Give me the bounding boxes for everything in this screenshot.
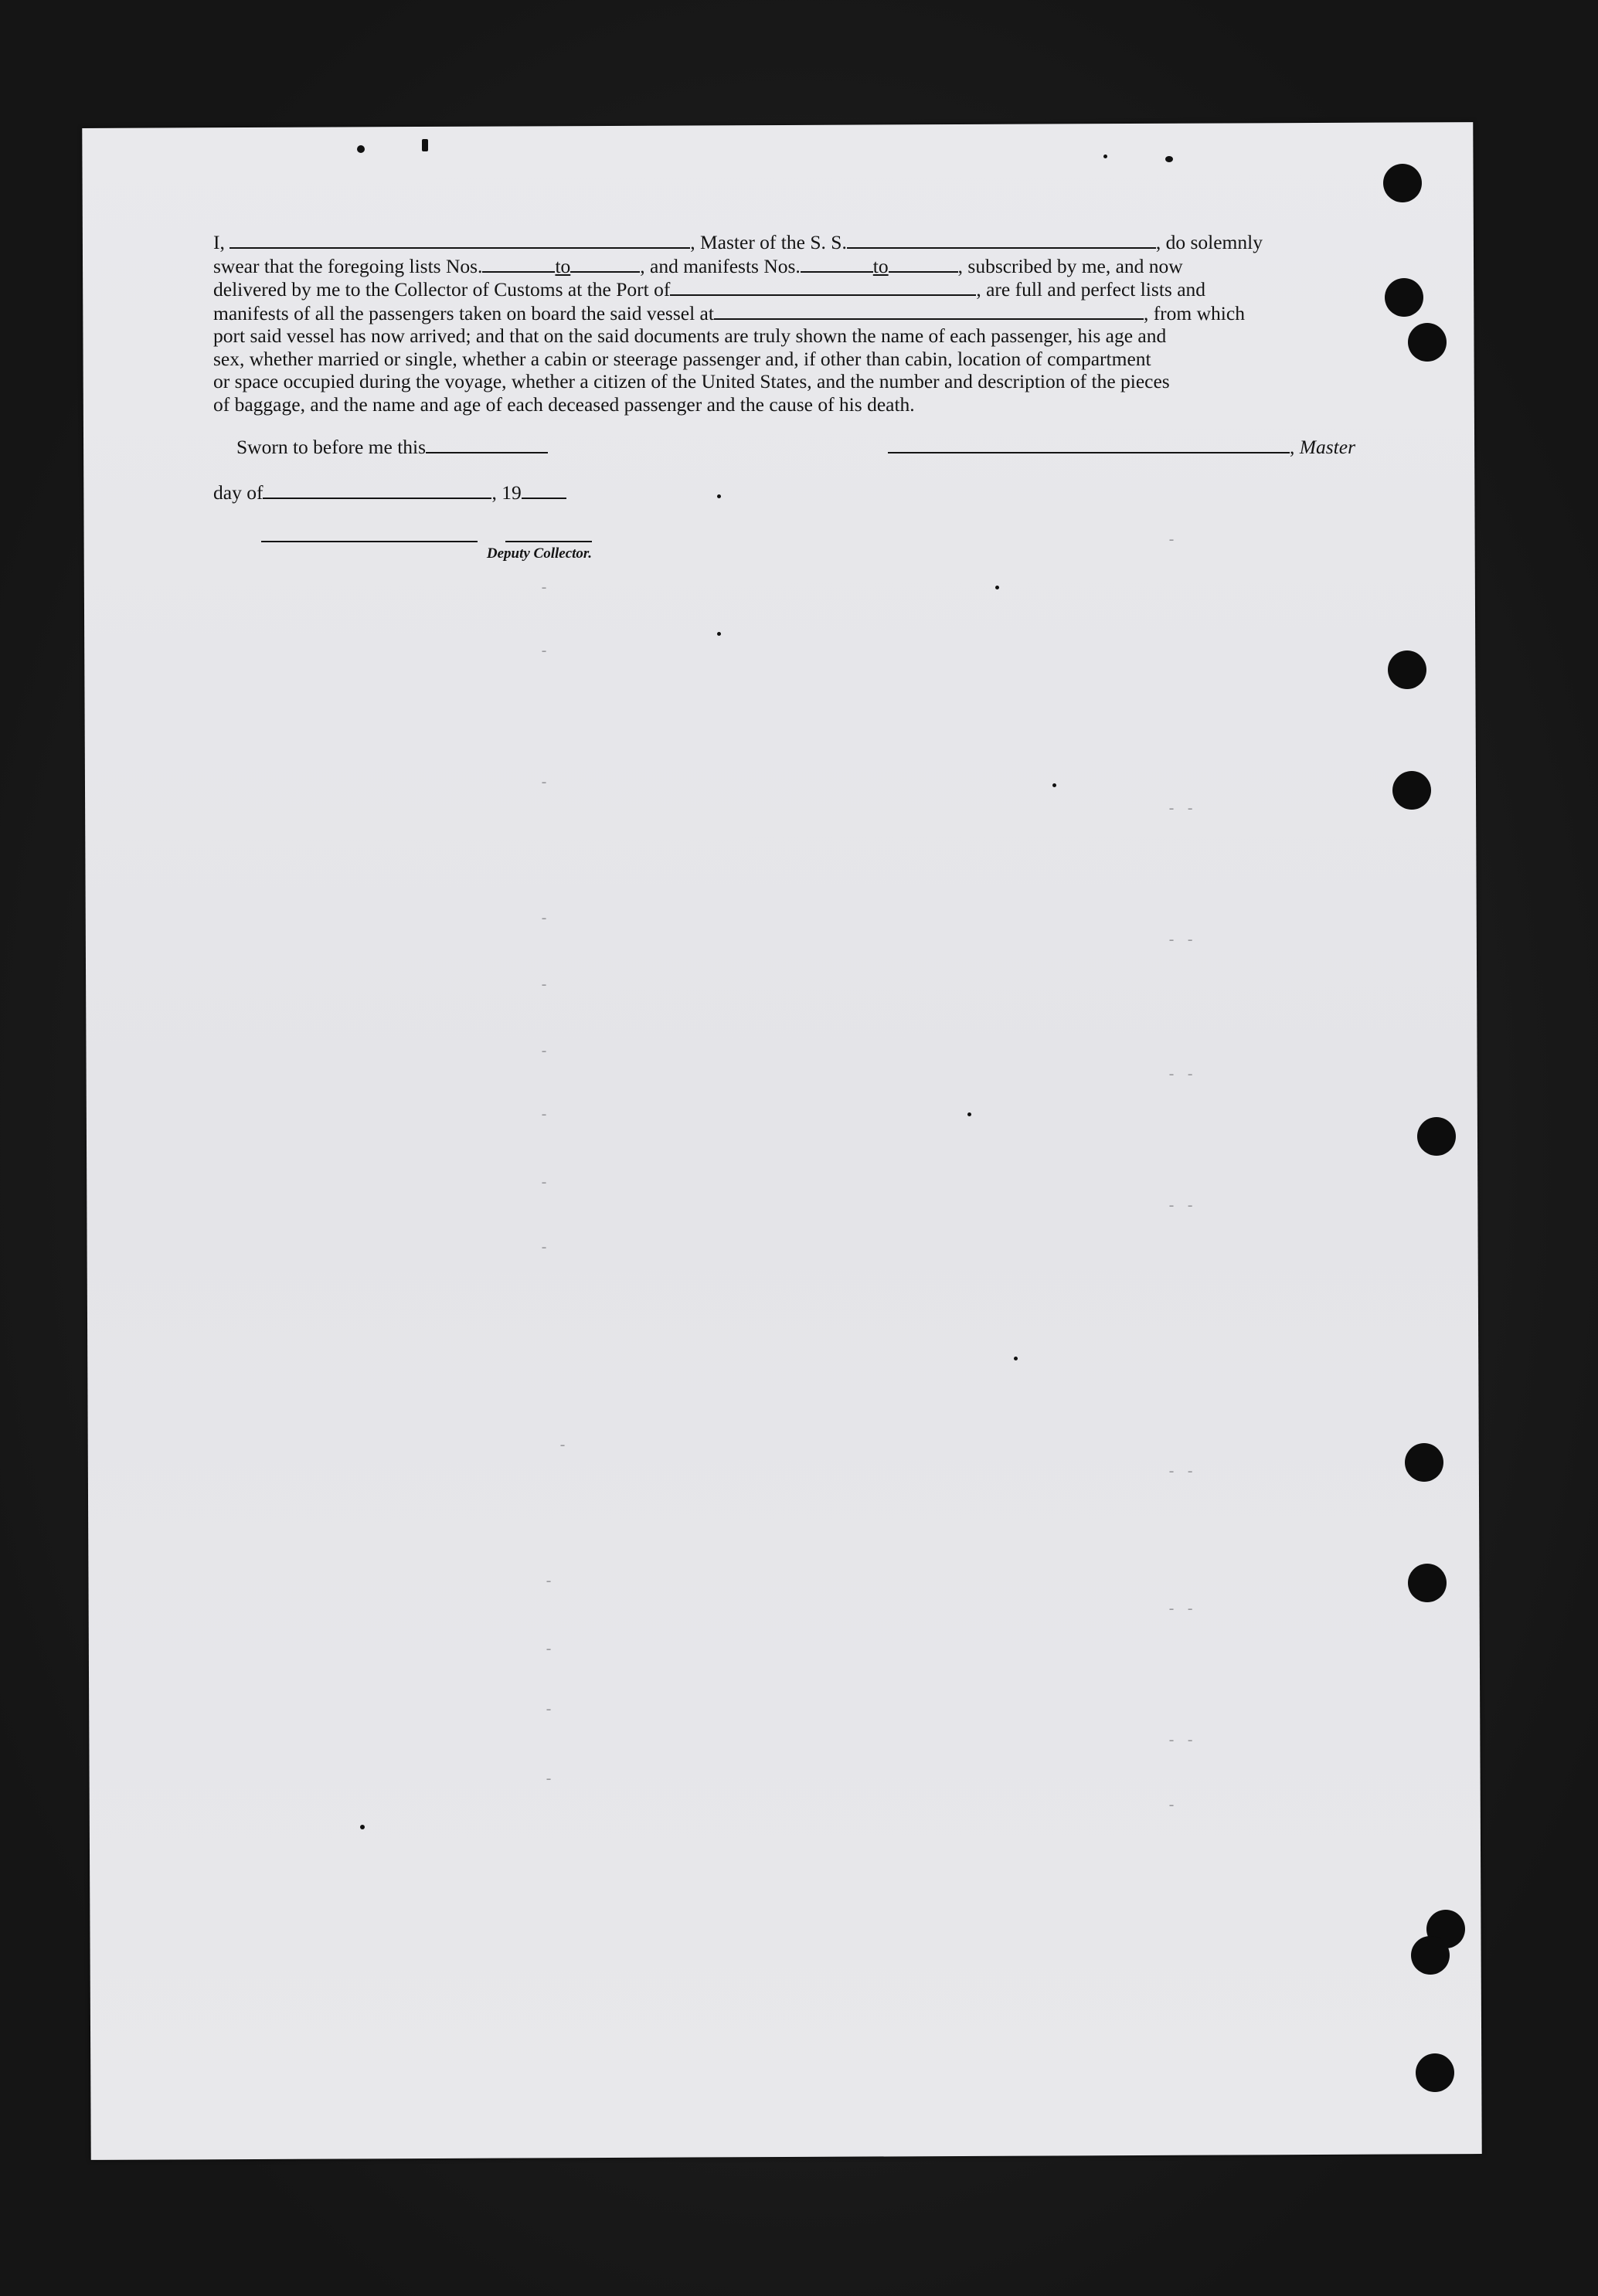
bleed-through-mark: - - [1167, 799, 1195, 817]
bleed-through-mark: - [539, 773, 549, 791]
bleed-through-mark: - - [1167, 1730, 1195, 1749]
oath-line-2 [213, 254, 1355, 278]
bleed-through-mark: - - [1167, 1196, 1195, 1214]
oath-text: , from which [1143, 301, 1245, 324]
oath-line-7: or space occupied during the voyage, whether a citizen of the United States, and the number and description of the pieces [213, 370, 1170, 392]
bleed-through-mark: - [558, 1435, 568, 1454]
bleed-through-mark: - [539, 975, 549, 993]
bleed-through-mark: - [539, 1238, 549, 1256]
punch-hole [1408, 1564, 1447, 1602]
ink-speck [1014, 1357, 1018, 1360]
deputy-collector-signature [261, 541, 592, 562]
master-signature [888, 435, 1355, 459]
punch-hole [1417, 1117, 1456, 1156]
ink-speck [1103, 155, 1107, 158]
master-signature-blank[interactable] [888, 435, 1290, 453]
manifests-to-blank[interactable] [889, 254, 958, 273]
bleed-through-mark: - [539, 909, 549, 927]
punch-hole [1385, 278, 1423, 317]
punch-hole [1405, 1443, 1443, 1482]
ship-name-blank[interactable] [847, 230, 1156, 249]
bleed-through-mark: - [544, 1769, 554, 1788]
ink-speck [1165, 156, 1173, 162]
manifest-page [82, 122, 1481, 2160]
bleed-through-mark: - - [1167, 930, 1195, 949]
year-text: , 19 [491, 481, 522, 504]
sworn-text: Sworn to before me this [236, 436, 427, 458]
ink-speck [360, 1825, 365, 1829]
bleed-through-mark: - [539, 1041, 549, 1060]
month-blank[interactable] [263, 481, 491, 499]
master-comma: , [1290, 436, 1300, 458]
lists-from-blank[interactable] [482, 254, 555, 273]
oath-text: , subscribed by me, and now [957, 254, 1183, 277]
ink-speck [422, 139, 428, 151]
bleed-through-mark: - [539, 578, 549, 596]
oath-text: , are full and perfect lists and [976, 278, 1206, 301]
bleed-through-mark: - - [1167, 1462, 1195, 1480]
oath-text: to [872, 254, 889, 277]
bleed-through-mark: - [539, 1173, 549, 1191]
punch-hole [1383, 164, 1422, 202]
day-text: day of [213, 481, 264, 504]
ink-speck [995, 586, 999, 589]
bleed-through-mark: - [544, 1700, 554, 1718]
master-name-blank[interactable] [230, 230, 690, 249]
oath-text: manifests of all the passengers taken on board the said vessel at [213, 301, 714, 324]
ink-speck [717, 494, 721, 498]
ink-speck [967, 1112, 971, 1116]
day-line [213, 481, 566, 504]
punch-hole [1392, 771, 1431, 810]
bleed-through-mark: - [539, 1105, 549, 1123]
bleed-through-mark: - [1167, 530, 1177, 549]
oath-line-4 [213, 301, 1355, 325]
oath-line-3 [213, 277, 1355, 301]
sworn-left [236, 435, 548, 459]
oath-line-5: port said vessel has now arrived; and that on the said documents are truly shown the name of each passenger, his age and [213, 324, 1167, 347]
oath-line-1 [213, 230, 1355, 254]
punch-hole [1408, 323, 1447, 362]
punch-hole [1416, 2053, 1454, 2092]
oath-text: delivered by me to the Collector of Customs at the Port of [213, 278, 671, 301]
sworn-line [213, 435, 1355, 466]
bleed-through-mark: - [544, 1571, 554, 1590]
punch-hole [1411, 1936, 1450, 1975]
bleed-through-mark: - - [1167, 1065, 1195, 1083]
signature-line-gap [478, 540, 505, 545]
ink-speck [1052, 783, 1056, 787]
oath-text: swear that the foregoing lists Nos. [213, 254, 483, 277]
oath-text: , and manifests Nos. [640, 254, 801, 277]
departure-port-blank[interactable] [714, 301, 1144, 320]
bleed-through-mark: - - [1167, 1599, 1195, 1618]
oath-text: , do solemnly [1155, 231, 1263, 253]
bleed-through-mark: - [1167, 1795, 1177, 1814]
ink-speck [357, 145, 365, 153]
bleed-through-mark: - [544, 1639, 554, 1658]
oath-text: to [555, 254, 571, 277]
ink-speck [717, 632, 721, 636]
bleed-through-mark: - [539, 641, 549, 660]
port-blank[interactable] [670, 277, 976, 296]
deputy-collector-label: Deputy Collector. [486, 545, 592, 562]
master-label: Master [1299, 436, 1355, 458]
punch-hole [1388, 650, 1426, 689]
oath-paragraph [213, 230, 1355, 416]
oath-line-8: of baggage, and the name and age of each deceased passenger and the cause of his death. [213, 392, 915, 416]
manifests-from-blank[interactable] [801, 254, 873, 273]
sworn-day-blank[interactable] [426, 435, 548, 453]
lists-to-blank[interactable] [570, 254, 640, 273]
oath-text: , Master of the S. S. [690, 231, 847, 253]
year-blank[interactable] [522, 481, 566, 499]
oath-text: I, [213, 231, 230, 253]
oath-line-6: sex, whether married or single, whether a cabin or steerage passenger and, if other than cabin, location of compartment [213, 347, 1151, 370]
